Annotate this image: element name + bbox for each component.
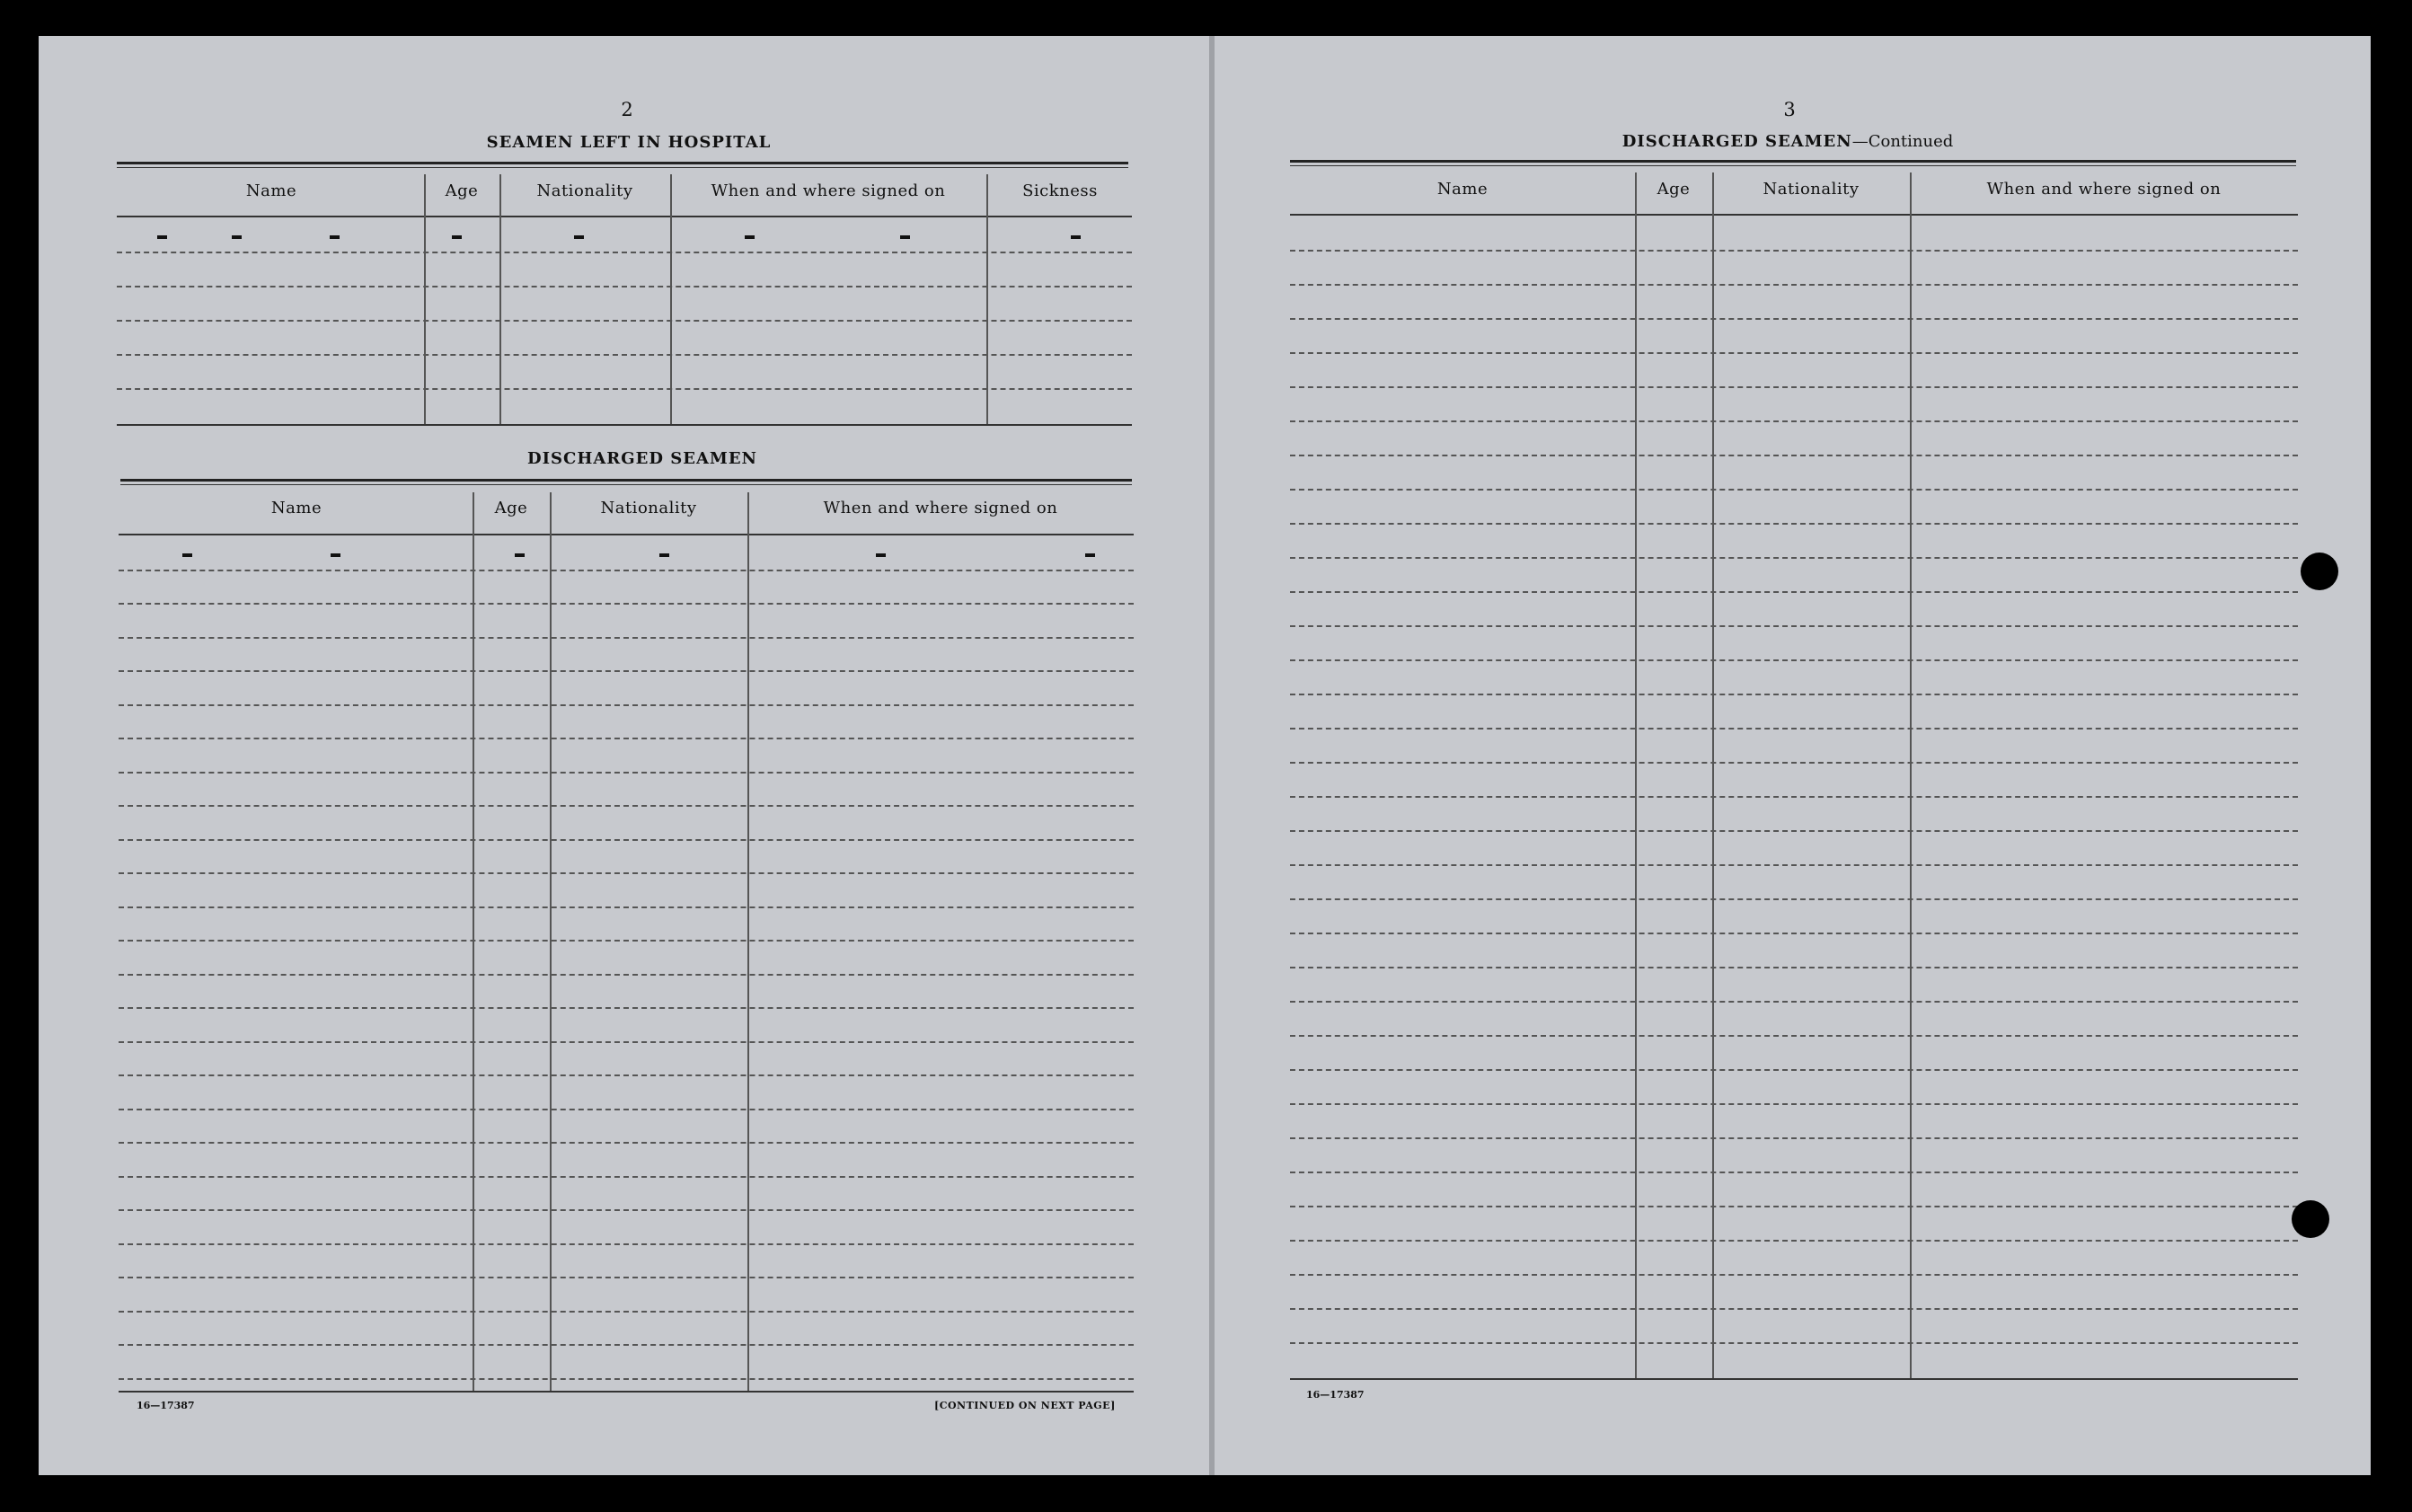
ruled-line: [1290, 864, 2298, 866]
ruled-line: [1290, 728, 2298, 729]
ruled-line: [119, 670, 1134, 672]
ruled-line: [1290, 933, 2298, 934]
ruled-line: [119, 603, 1134, 605]
punch-hole-upper: [2301, 553, 2338, 590]
ruled-line: [1290, 250, 2298, 252]
ruled-line: [119, 1378, 1134, 1380]
ruled-line: [119, 570, 1134, 571]
ruled-line: [1290, 318, 2298, 320]
ditto-mark: [900, 235, 910, 239]
ruled-line: [1290, 284, 2298, 286]
column-divider: [986, 174, 988, 424]
ruled-line: [119, 839, 1134, 841]
ruled-line: [119, 805, 1134, 807]
ruled-line: [119, 1176, 1134, 1178]
discharged-col-signed-on: When and where signed on: [823, 499, 1058, 517]
ruled-line: [1290, 1103, 2298, 1105]
ditto-mark: [182, 553, 192, 557]
hospital-top-rule: [117, 162, 1128, 168]
right-top-rule: [1290, 160, 2296, 166]
ruled-line: [1290, 1069, 2298, 1071]
ruled-line: [1290, 455, 2298, 456]
ruled-line: [1290, 659, 2298, 661]
ditto-mark: [574, 235, 584, 239]
column-divider: [747, 492, 749, 1391]
ruled-line: [117, 388, 1132, 390]
ruled-line: [119, 1243, 1134, 1245]
ruled-line: [119, 940, 1134, 942]
ruled-line: [1290, 694, 2298, 695]
column-divider: [550, 492, 552, 1391]
right-col-age: Age: [1657, 180, 1691, 199]
ruled-line: [1290, 830, 2298, 832]
ruled-line: [1290, 591, 2298, 593]
ruled-line: [119, 974, 1134, 976]
ruled-line: [1290, 420, 2298, 422]
ruled-line: [1290, 352, 2298, 354]
continued-note: [CONTINUED ON NEXT PAGE]: [934, 1400, 1116, 1411]
ruled-line: [119, 1074, 1134, 1076]
ditto-mark: [331, 553, 340, 557]
ruled-line: [119, 1209, 1134, 1211]
ruled-line: [119, 704, 1134, 706]
right-title-main: DISCHARGED SEAMEN: [1621, 132, 1852, 151]
ruled-line: [119, 772, 1134, 774]
ruled-line: [117, 320, 1132, 322]
ditto-mark: [515, 553, 525, 557]
ruled-line: [119, 872, 1134, 874]
hospital-header-rule: [117, 216, 1132, 217]
ruled-line: [1290, 557, 2298, 559]
ditto-mark: [157, 235, 167, 239]
ruled-line: [1290, 523, 2298, 525]
right-page: [1215, 36, 2371, 1475]
hospital-section-title: SEAMEN LEFT IN HOSPITAL: [486, 133, 772, 152]
hospital-col-name: Name: [245, 181, 297, 200]
right-col-nationality: Nationality: [1763, 180, 1860, 199]
ditto-mark: [452, 235, 462, 239]
ruled-line: [119, 1041, 1134, 1043]
ruled-line: [119, 906, 1134, 908]
discharged-col-name: Name: [270, 499, 322, 517]
ruled-line: [119, 738, 1134, 739]
table-bottom-rule: [119, 1391, 1134, 1393]
ruled-line: [1290, 1206, 2298, 1207]
ditto-mark: [659, 553, 669, 557]
column-divider: [424, 174, 426, 424]
ruled-line: [1290, 796, 2298, 798]
column-divider: [670, 174, 672, 424]
ruled-line: [119, 1109, 1134, 1110]
ditto-mark: [876, 553, 886, 557]
ditto-mark: [232, 235, 242, 239]
column-divider: [1712, 172, 1714, 1378]
ruled-line: [1290, 898, 2298, 900]
discharged-top-rule: [120, 479, 1132, 485]
hospital-col-sickness: Sickness: [1022, 181, 1098, 200]
right-section-title: [1563, 132, 2012, 151]
ruled-line: [119, 1277, 1134, 1278]
discharged-col-age: Age: [494, 499, 528, 517]
column-divider: [473, 492, 474, 1391]
ruled-line: [119, 1311, 1134, 1313]
ruled-line: [1290, 1001, 2298, 1003]
hospital-col-age: Age: [445, 181, 479, 200]
ruled-line: [119, 1344, 1134, 1346]
ruled-line: [1290, 967, 2298, 968]
ruled-line: [117, 252, 1132, 253]
right-title-suffix: —Continued: [1851, 132, 1954, 151]
column-divider: [499, 174, 501, 424]
ruled-line: [1290, 1274, 2298, 1276]
left-page-number: 2: [621, 99, 633, 120]
punch-hole-lower: [2292, 1200, 2329, 1238]
left-form-number: 16—17387: [137, 1400, 195, 1411]
right-page-number: 3: [1783, 99, 1796, 120]
ruled-line: [1290, 489, 2298, 491]
ruled-line: [117, 286, 1132, 287]
ruled-line: [1290, 762, 2298, 764]
ditto-mark: [330, 235, 340, 239]
ruled-line: [1290, 1137, 2298, 1139]
ditto-mark: [1085, 553, 1095, 557]
hospital-col-signed-on: When and where signed on: [711, 181, 946, 200]
ruled-line: [1290, 1172, 2298, 1173]
ditto-mark: [745, 235, 755, 239]
table-bottom-rule: [1290, 1378, 2298, 1380]
ruled-line: [1290, 1240, 2298, 1242]
right-col-name: Name: [1436, 180, 1489, 199]
right-col-signed-on: When and where signed on: [1986, 180, 2222, 199]
ditto-mark: [1071, 235, 1081, 239]
discharged-col-nationality: Nationality: [600, 499, 697, 517]
column-divider: [1635, 172, 1637, 1378]
ruled-line: [1290, 386, 2298, 388]
discharged-header-rule: [119, 534, 1134, 535]
ruled-line: [119, 1007, 1134, 1009]
table-bottom-rule: [117, 424, 1132, 426]
ruled-line: [1290, 1342, 2298, 1344]
ruled-line: [1290, 1035, 2298, 1037]
column-divider: [1910, 172, 1912, 1378]
discharged-section-title: DISCHARGED SEAMEN: [526, 449, 758, 468]
ruled-line: [119, 1142, 1134, 1144]
ruled-line: [1290, 625, 2298, 627]
right-form-number: 16—17387: [1306, 1389, 1365, 1401]
ruled-line: [117, 354, 1132, 356]
hospital-col-nationality: Nationality: [536, 181, 633, 200]
ruled-line: [1290, 1308, 2298, 1310]
ruled-line: [119, 637, 1134, 639]
right-header-rule: [1290, 214, 2298, 216]
